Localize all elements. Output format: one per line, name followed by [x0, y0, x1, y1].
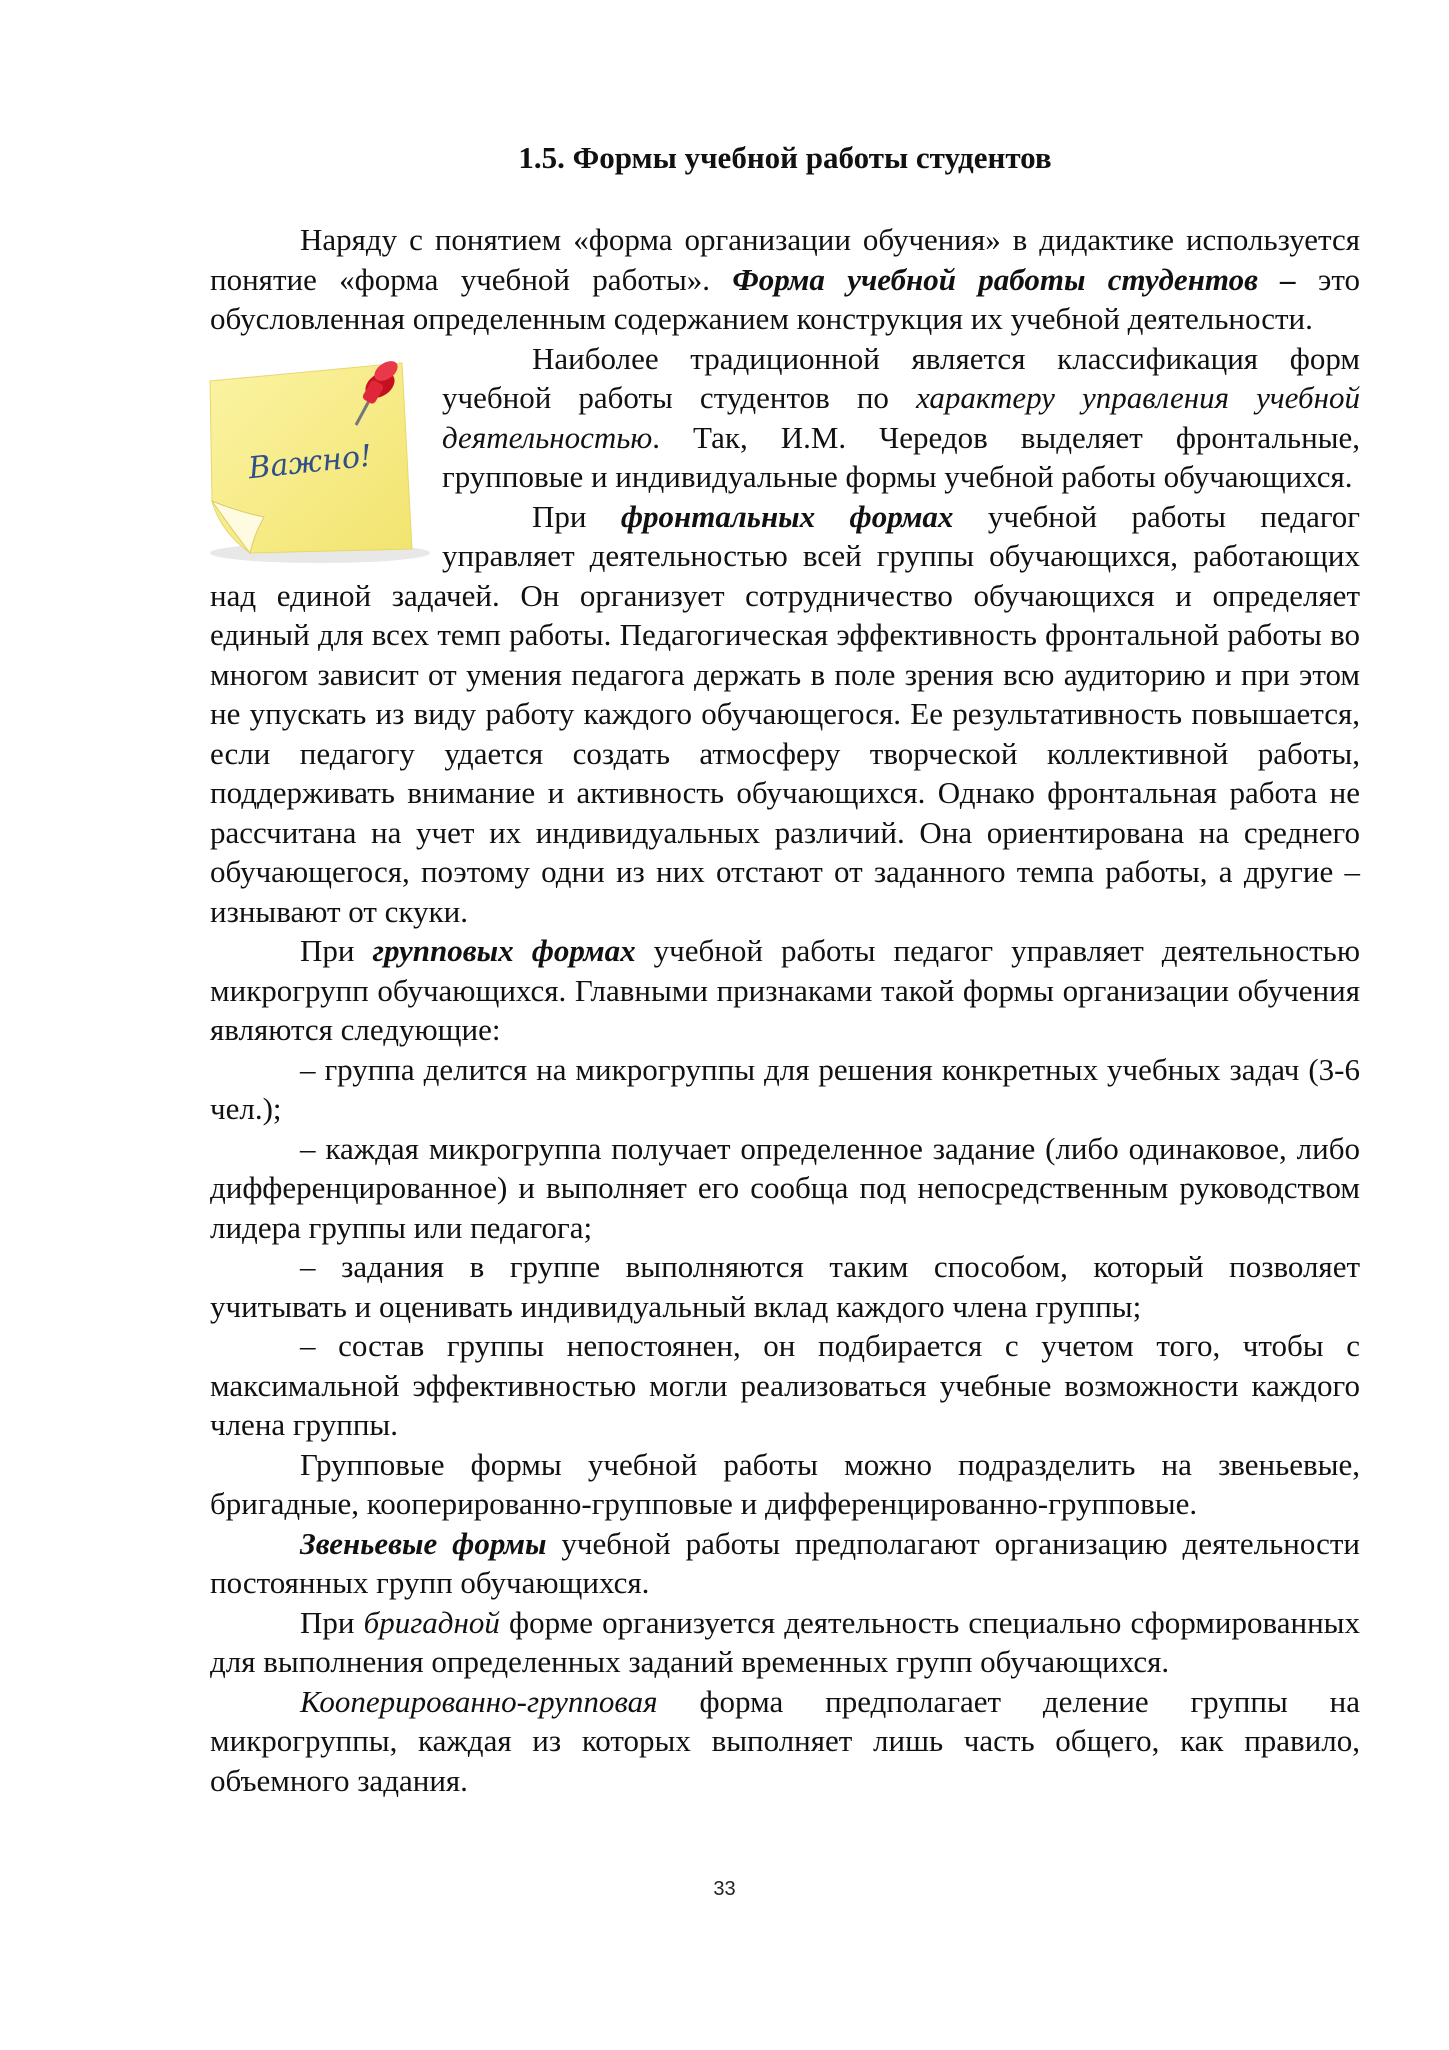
italic-term: бригадной	[363, 1604, 500, 1640]
emphasis-term: Форма учебной работы студентов –	[732, 261, 1296, 297]
paragraph-brigade	[210, 1603, 1360, 1682]
text-span: это обусловленная определенным содержанием конструкция их учебной деятельности.	[210, 261, 1360, 336]
emphasis-term: фронтальных формах	[620, 498, 954, 534]
sticky-note-graphic	[190, 341, 430, 571]
sticky-note	[190, 341, 430, 571]
list-item: – состав группы непостоянен, он подбирается с учетом того, чтобы с максимальной эффективностью могли реализоваться учебные возможности каждого члена группы.	[210, 1328, 1360, 1442]
page-content	[210, 138, 1360, 1800]
text-span: При	[300, 1604, 364, 1640]
text-span: . Так, И.М. Чередов выделяет фронтальные, групповые и индивидуальные формы учебной работы обучающихся.	[442, 419, 1360, 494]
paragraph-link-forms	[210, 1524, 1360, 1603]
text-span: Наряду с понятием «форма организации обучения» в дидактике используется понятие «форма учебной работы».	[210, 222, 1360, 297]
text-span: форме организуется деятельность специально сформированных для выполнения определенных заданий временных групп обучающихся.	[210, 1604, 1360, 1679]
section-heading: 1.5. Формы учебной работы студентов	[518, 140, 1052, 175]
paragraph-group-types: Групповые формы учебной работы можно подразделить на звеньевые, бригадные, кооперированно-групповые и дифференцированно-групповые.	[210, 1446, 1360, 1521]
emphasis-term: Звеньевые формы	[300, 1525, 547, 1561]
text-span: учебной работы педагог управляет деятельностью всей группы обучающихся, работающих над единой задачей. Он организует сотрудничество обучающихся и определяет единый для всех темп работы. Педагогическая эффективность фронтальной работы во многом зависит от умения педагога держать в поле зрения всю аудиторию и при этом не упускать из виду работу каждого обучающегося. Ее результативность повышается, если педагогу удается создать атмосферу творческой коллективной работы, поддерживать внимание и активность обучающихся. Однако фронтальная работа не рассчитана на учет их индивидуальных различий. Она ориентирована на среднего обучающегося, поэтому одни из них отстают от заданного темпа работы, а другие – изнывают от скуки.	[210, 498, 1360, 929]
italic-term: Кооперированно-групповая	[300, 1683, 658, 1719]
page-number: 33	[713, 1878, 736, 1900]
list-item: – каждая микрогруппа получает определенное задание (либо одинаковое, либо дифференцированное) и выполняет его сообща под непосредственным руководством лидера группы или педагога;	[210, 1130, 1360, 1245]
paragraph-group	[210, 931, 1360, 1050]
text-span: учебной работы педагог управляет деятельностью микрогрупп обучающихся. Главными признаками такой формы организации обучения являются следующие:	[210, 933, 1360, 1047]
list-item: – задания в группе выполняются таким способом, который позволяет учитывать и оценивать индивидуальный вклад каждого члена группы;	[210, 1249, 1360, 1324]
text-span: Наиболее традиционной является классификация форм учебной работы студентов по	[442, 340, 1360, 415]
text-span: При	[300, 933, 373, 968]
paragraph-definition	[210, 220, 1360, 339]
italic-term: характеру управления учебной деятельностью	[442, 380, 1360, 455]
text-span: форма предполагает деление группы на микрогруппы, каждая из которых выполняет лишь часть общего, как правило, объемного задания.	[210, 1683, 1360, 1798]
paragraph-cooperative	[210, 1682, 1360, 1801]
note-label: Важно!	[246, 438, 374, 486]
text-span: При	[532, 498, 621, 534]
emphasis-term: групповых формах	[372, 933, 636, 968]
text-span: учебной работы предполагают организацию деятельности постоянных групп обучающихся.	[210, 1525, 1361, 1600]
list-item: – группа делится на микрогруппы для решения конкретных учебных задач (3-6 чел.);	[210, 1051, 1360, 1126]
